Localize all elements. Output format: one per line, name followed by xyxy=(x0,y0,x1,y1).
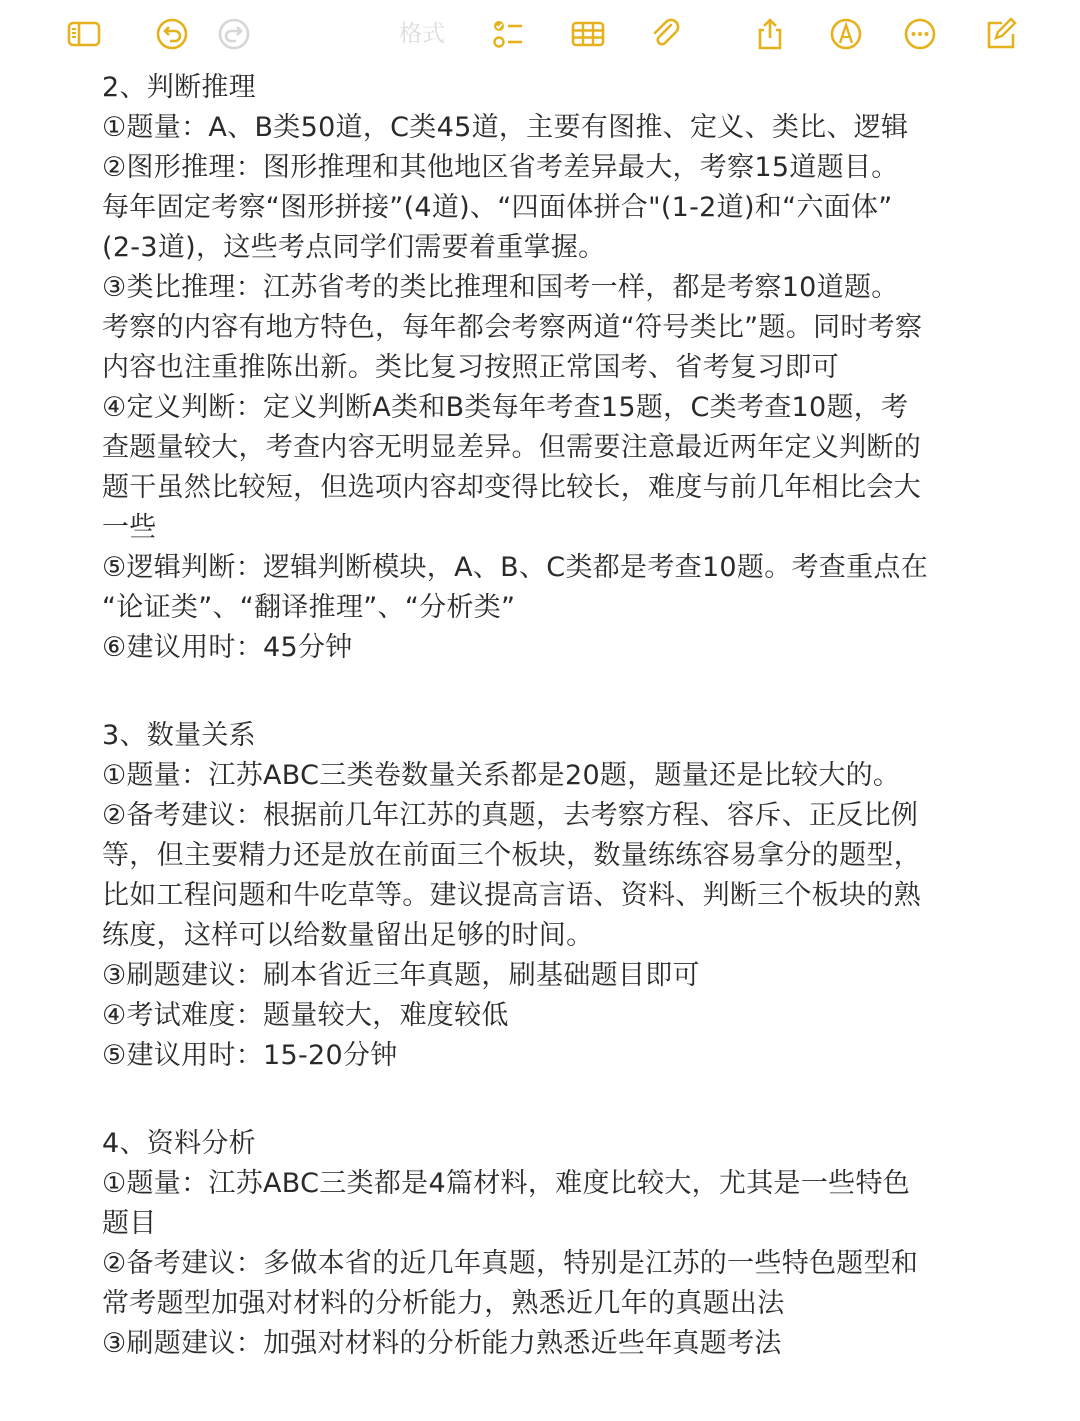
note-line: ①题量：江苏ABC三类都是4篇材料，难度比较大，尤其是一些特色 xyxy=(102,1168,911,1199)
note-line: 等，但主要精力还是放在前面三个板块，数量练练容易拿分的题型， xyxy=(102,840,921,871)
blank-line xyxy=(102,1076,1002,1124)
note-line: “论证类”、“翻译推理”、“分析类” xyxy=(102,592,516,623)
section-judgment-reasoning xyxy=(102,68,1002,668)
note-line: ④定义判断：定义判断A类和B类每年考查15题，C类考查10题，考 xyxy=(102,392,909,423)
note-line: 一些 xyxy=(102,512,157,543)
checklist-icon[interactable] xyxy=(488,14,528,54)
attachment-icon[interactable] xyxy=(646,14,686,54)
note-line: ②备考建议：多做本省的近几年真题，特别是江苏的一些特色题型和 xyxy=(102,1248,919,1279)
more-icon[interactable] xyxy=(900,14,940,54)
note-line: ②备考建议：根据前几年江苏的真题，去考察方程、容斥、正反比例 xyxy=(102,800,919,831)
table-icon[interactable] xyxy=(568,14,608,54)
note-line: 题目 xyxy=(102,1208,157,1239)
note-line: 练度，这样可以给数量留出足够的时间。 xyxy=(102,920,594,951)
note-line: ③刷题建议：刷本省近三年真题，刷基础题目即可 xyxy=(102,960,700,991)
note-line: ②图形推理：图形推理和其他地区省考差异最大，考察15道题目。 xyxy=(102,152,899,183)
note-line: ⑤建议用时：15-20分钟 xyxy=(102,1040,398,1071)
section-heading: 4、资料分析 xyxy=(102,1128,256,1159)
note-line: ⑤逻辑判断：逻辑判断模块，A、B、C类都是考查10题。考查重点在 xyxy=(102,552,929,583)
note-line: ③刷题建议：加强对材料的分析能力熟悉近些年真题考法 xyxy=(102,1328,782,1359)
note-line: ①题量：A、B类50道，C类45道，主要有图推、定义、类比、逻辑 xyxy=(102,112,909,143)
blank-line xyxy=(102,668,1002,716)
note-line: 题干虽然比较短，但选项内容却变得比较长，难度与前几年相比会大 xyxy=(102,472,921,503)
sidebar-icon[interactable] xyxy=(64,14,104,54)
note-line: ④考试难度：题量较大，难度较低 xyxy=(102,1000,509,1031)
note-line: ⑥建议用时：45分钟 xyxy=(102,632,353,663)
note-line: 考察的内容有地方特色，每年都会考察两道“符号类比”题。同时考察 xyxy=(102,312,923,343)
note-line: 常考题型加强对材料的分析能力，熟悉近几年的真题出法 xyxy=(102,1288,785,1319)
redo-icon[interactable] xyxy=(214,14,254,54)
section-data-analysis xyxy=(102,1124,1002,1364)
markup-icon[interactable] xyxy=(826,14,866,54)
note-line: 比如工程问题和牛吃草等。建议提高言语、资料、判断三个板块的熟 xyxy=(102,880,921,911)
section-quantitative-relations xyxy=(102,716,1002,1076)
section-heading: 3、数量关系 xyxy=(102,720,256,751)
section-heading: 2、判断推理 xyxy=(102,72,256,103)
note-line: 每年固定考察“图形拼接”(4道)、“四面体拼合"(1-2道)和“六面体” xyxy=(102,192,893,223)
notes-toolbar xyxy=(0,0,1080,68)
undo-icon[interactable] xyxy=(152,14,192,54)
format-button[interactable]: 格式 xyxy=(399,21,445,47)
compose-icon[interactable] xyxy=(980,14,1020,54)
note-line: ③类比推理：江苏省考的类比推理和国考一样，都是考察10道题。 xyxy=(102,272,899,303)
note-line: 查题量较大，考查内容无明显差异。但需要注意最近两年定义判断的 xyxy=(102,432,921,463)
share-icon[interactable] xyxy=(750,14,790,54)
note-line: 内容也注重推陈出新。类比复习按照正常国考、省考复习即可 xyxy=(102,352,840,383)
note-body[interactable] xyxy=(102,68,1002,1364)
note-line: (2-3道)，这些考点同学们需要着重掌握。 xyxy=(102,232,606,263)
note-line: ①题量：江苏ABC三类卷数量关系都是20题，题量还是比较大的。 xyxy=(102,760,901,791)
